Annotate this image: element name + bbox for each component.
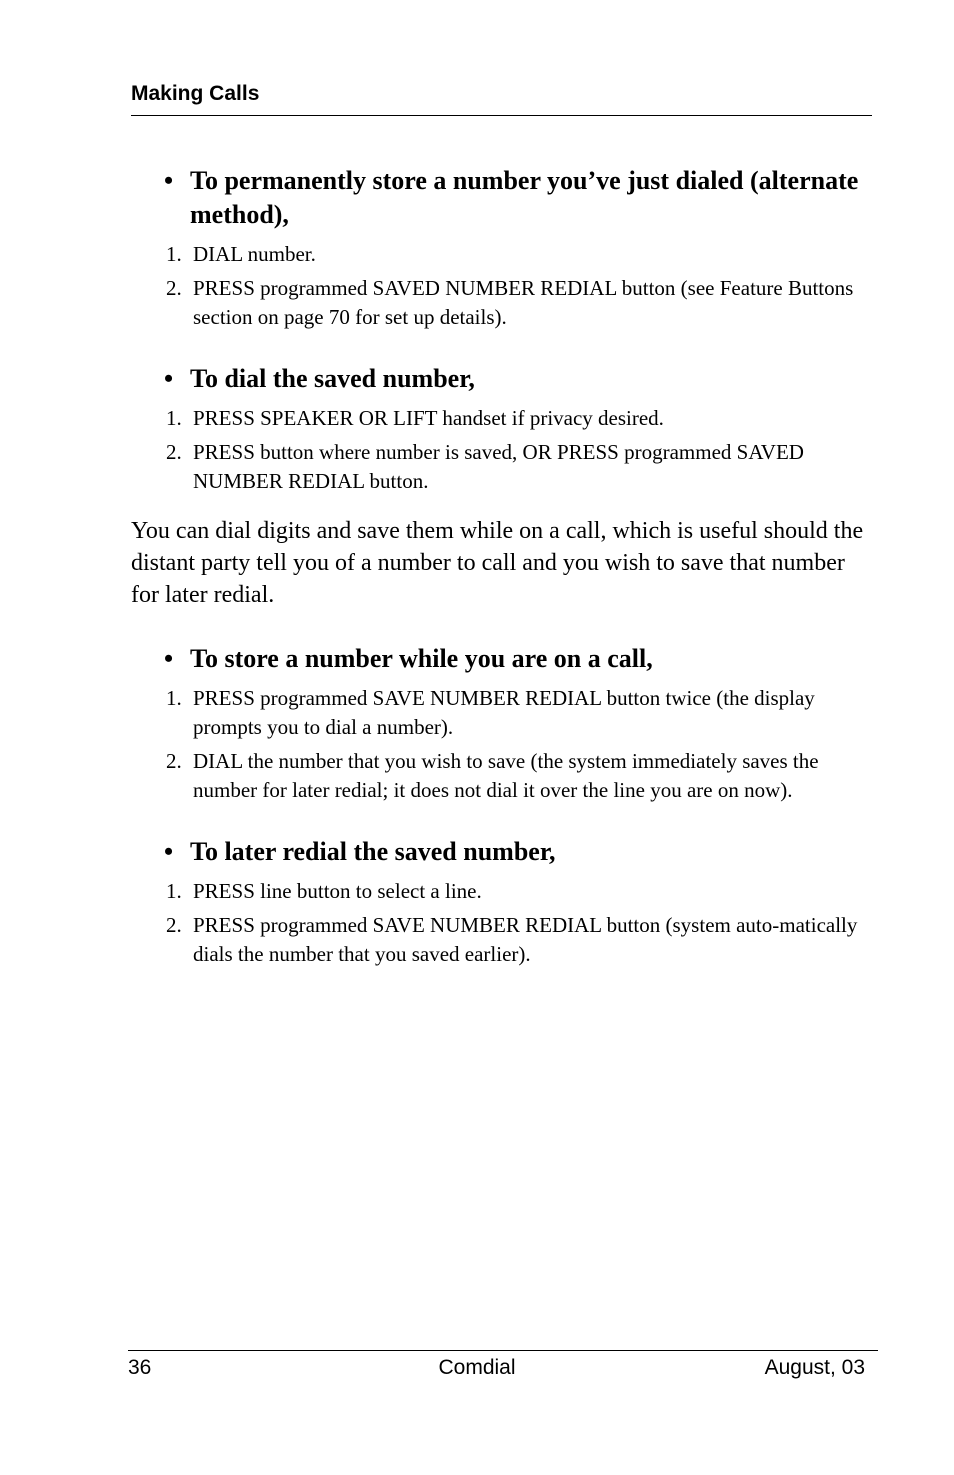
bullet-icon: •	[164, 644, 174, 673]
step-text: PRESS programmed SAVE NUMBER REDIAL button (system auto-matically dials the number that you saved earlier).	[193, 913, 858, 966]
step-list	[131, 877, 872, 969]
section-store-alternate	[131, 164, 872, 332]
page-number: 36	[128, 1356, 152, 1379]
footer-company: Comdial	[438, 1356, 516, 1379]
section-store-on-call	[131, 642, 872, 805]
header-rule	[131, 115, 872, 116]
footer-date: August, 03	[764, 1356, 865, 1379]
step-item	[131, 877, 872, 906]
section-heading-text: To dial the saved number,	[190, 364, 475, 393]
step-list	[131, 240, 872, 332]
section-heading-text: To permanently store a number you’ve just dialed (alternate method),	[190, 166, 859, 229]
section-heading	[131, 362, 872, 396]
step-item	[131, 240, 872, 269]
section-dial-saved	[131, 362, 872, 496]
step-text: PRESS programmed SAVE NUMBER REDIAL button twice (the display prompts you to dial a number).	[193, 686, 815, 739]
step-number: 2.	[166, 276, 182, 300]
section-heading	[131, 164, 872, 232]
step-item	[131, 747, 872, 805]
step-text: DIAL number.	[193, 242, 316, 266]
step-item	[131, 684, 872, 742]
step-number: 2.	[166, 913, 182, 937]
step-list	[131, 684, 872, 805]
step-number: 2.	[166, 749, 182, 773]
step-text: PRESS programmed SAVED NUMBER REDIAL button (see Feature Buttons section on page 70 for set up details).	[193, 276, 854, 329]
section-later-redial	[131, 835, 872, 969]
step-text: PRESS SPEAKER OR LIFT handset if privacy desired.	[193, 406, 664, 430]
step-number: 1.	[166, 242, 182, 266]
step-number: 1.	[166, 406, 182, 430]
bullet-icon: •	[164, 166, 174, 195]
body-paragraph: You can dial digits and save them while on a call, which is useful should the distant party tell you of a number to call and you wish to save that number for later redial.	[131, 518, 864, 608]
step-item	[131, 911, 872, 969]
step-item	[131, 274, 872, 332]
section-heading	[131, 835, 872, 869]
section-heading	[131, 642, 872, 676]
page-content	[131, 164, 872, 974]
step-text: DIAL the number that you wish to save (the system immediately saves the number for later redial; it does not dial it over the line you are on now).	[193, 749, 819, 802]
bullet-icon: •	[164, 364, 174, 393]
section-heading-text: To store a number while you are on a call,	[190, 644, 653, 673]
step-list	[131, 404, 872, 496]
section-heading-text: To later redial the saved number,	[190, 837, 556, 866]
step-number: 2.	[166, 440, 182, 464]
step-number: 1.	[166, 686, 182, 710]
footer-rule	[128, 1350, 878, 1351]
step-number: 1.	[166, 879, 182, 903]
bullet-icon: •	[164, 837, 174, 866]
step-text: PRESS button where number is saved, OR PRESS programmed SAVED NUMBER REDIAL button.	[193, 440, 804, 493]
step-text: PRESS line button to select a line.	[193, 879, 482, 903]
step-item	[131, 404, 872, 433]
step-item	[131, 438, 872, 496]
running-header: Making Calls	[131, 82, 260, 105]
